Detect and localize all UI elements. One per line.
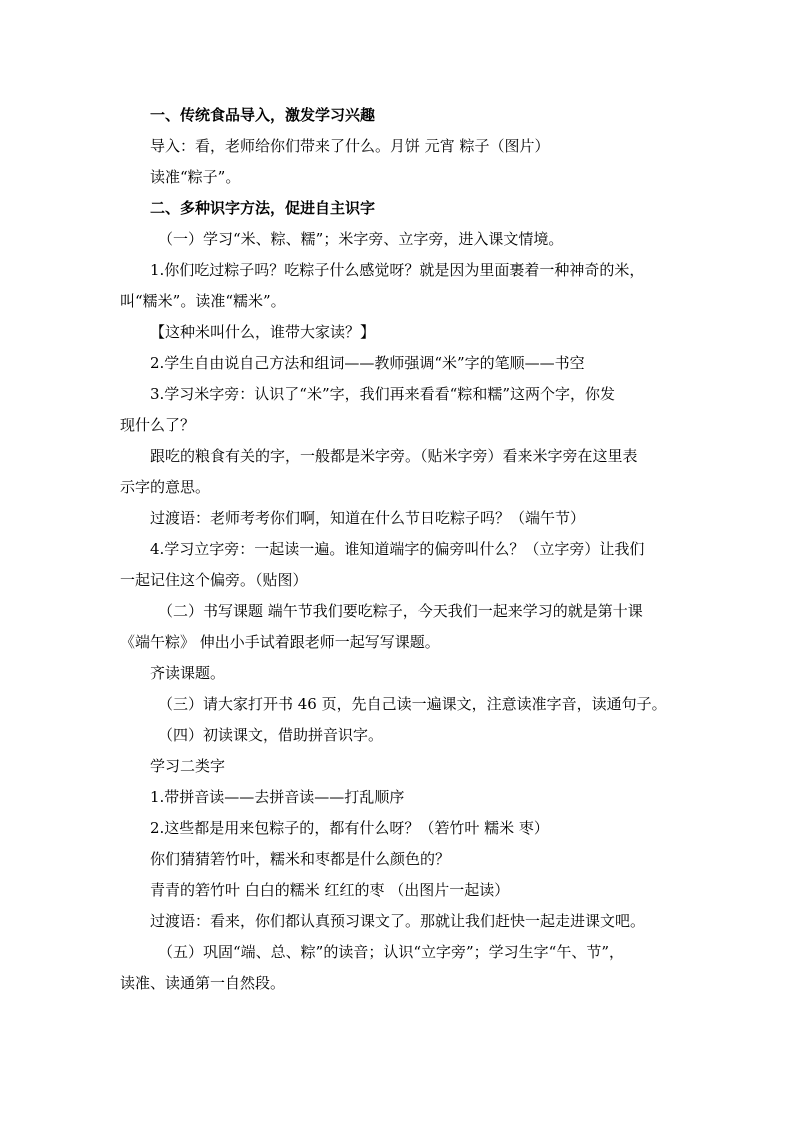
- paragraph-line: 4.学习立字旁：一起读一遍。谁知道端字的偏旁叫什么？（立字旁）让我们: [150, 540, 645, 558]
- paragraph-line: 2.这些都是用来包粽子的，都有什么呀？（箬竹叶 糯米 枣）: [150, 819, 549, 837]
- paragraph-line: 2.学生自由说自己方法和组词——教师强调“米”字的笔顺——书空: [150, 354, 585, 372]
- paragraph-line: 现什么了？: [120, 416, 196, 434]
- paragraph-line: 读准“粽子”。: [150, 168, 241, 186]
- paragraph-line: 【这种米叫什么，谁带大家读？】: [150, 323, 376, 341]
- paragraph-line: 跟吃的粮食有关的字，一般都是米字旁。（贴米字旁）看来米字旁在这里表: [150, 447, 638, 465]
- paragraph-line: 过渡语：老师考考你们啊，知道在什么节日吃粽子吗？（端午节）: [150, 509, 586, 527]
- paragraph-line: 学习二类字: [150, 757, 226, 775]
- paragraph-line: 你们猜猜箬竹叶，糯米和枣都是什么颜色的？: [150, 850, 451, 868]
- paragraph-line: 过渡语：看来，你们都认真预习课文了。那就让我们赶快一起走进课文吧。: [150, 912, 646, 930]
- paragraph-line: 齐读课题。: [150, 664, 226, 682]
- paragraph-line: 《端午粽》 伸出小手试着跟老师一起写写课题。: [120, 633, 440, 651]
- subsection-line: （一）学习“米、粽、糯”；米字旁、立字旁，进入课文情境。: [158, 230, 564, 248]
- paragraph-line: 1.你们吃过粽子吗？吃粽子什么感觉呀？就是因为里面裹着一种神奇的米，: [150, 261, 645, 279]
- section-heading-1: 一、传统食品导入，激发学习兴趣: [150, 106, 376, 124]
- subsection-line: （四）初读课文，借助拼音识字。: [158, 726, 384, 744]
- subsection-line: （五）巩固“端、总、粽”的读音；认识“立字旁”；学习生字“午、节”，: [158, 943, 625, 961]
- lesson-plan-body: [120, 100, 676, 999]
- subsection-line: （三）请大家打开书 46 页，先自己读一遍课文，注意读准字音，读通句子。: [158, 695, 667, 713]
- paragraph-line: 一起记住这个偏旁。（贴图）: [120, 571, 308, 589]
- paragraph-line: 示字的意思。: [120, 478, 211, 496]
- section-heading-2: 二、多种识字方法，促进自主识字: [150, 199, 376, 217]
- paragraph-line: 青青的箬竹叶 白白的糯米 红红的枣 （出图片一起读）: [150, 881, 510, 899]
- paragraph-line: 叫“糯米”。读准“糯米”。: [120, 292, 286, 310]
- paragraph-line: 读准、读通第一自然段。: [120, 974, 286, 992]
- paragraph-line: 1.带拼音读——去拼音读——打乱顺序: [150, 788, 405, 806]
- paragraph-line: 3.学习米字旁：认识了“米”字，我们再来看看“粽和糯”这两个字，你发: [150, 385, 615, 403]
- paragraph-line: 导入：看，老师给你们带来了什么。月饼 元宵 粽子（图片）: [150, 137, 550, 155]
- subsection-line: （二）书写课题 端午节我们要吃粽子，今天我们一起来学习的就是第十课: [158, 602, 643, 620]
